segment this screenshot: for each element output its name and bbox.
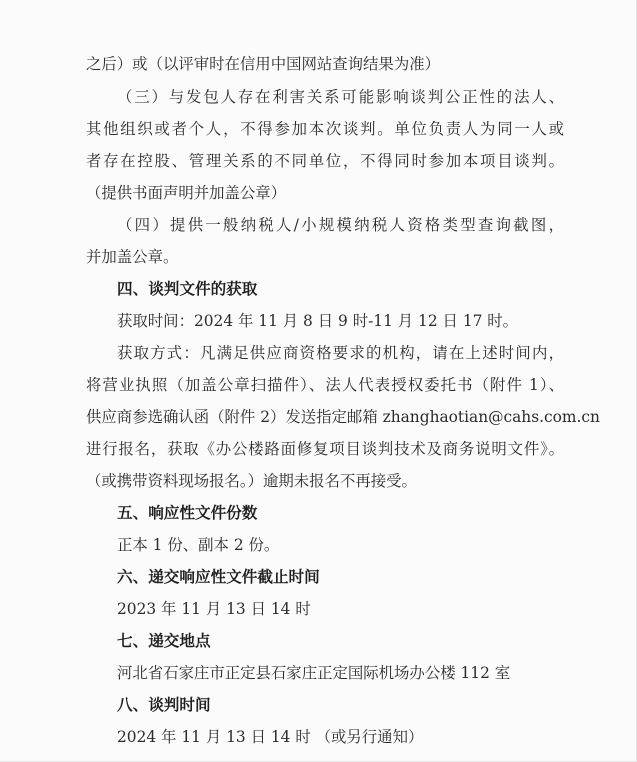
section-heading: 八、谈判时间 <box>117 696 211 714</box>
text-line: 河北省石家庄市正定县石家庄正定国际机场办公楼 112 室 <box>117 664 511 682</box>
text-line: 其他组织或者个人，不得参加本次谈判。单位负责人为同一人或 <box>86 120 564 138</box>
text-line: 将营业执照（加盖公章扫描件）、法人代表授权委托书（附件 1）、 <box>86 376 564 394</box>
text-line: 者存在控股、管理关系的不同单位，不得同时参加本项目谈判。 <box>86 152 564 170</box>
section-heading: 四、谈判文件的获取 <box>117 280 258 298</box>
text-line: 2023 年 11 月 13 日 14 时 <box>117 600 311 618</box>
text-line: （三）与发包人存在利害关系可能影响谈判公正性的法人、 <box>117 88 564 106</box>
text-line: （提供书面声明并加盖公章） <box>86 184 287 202</box>
text-line: 供应商参选确认函（附件 2）发送指定邮箱 zhanghaotian@cahs.com.cn <box>86 408 600 426</box>
section-heading: 五、响应性文件份数 <box>117 504 258 522</box>
text-line: 进行报名，获取《办公楼路面修复项目谈判技术及商务说明文件》。 <box>86 440 564 458</box>
text-line: 并加盖公章。 <box>86 248 179 266</box>
text-line: 正本 1 份、副本 2 份。 <box>117 536 280 554</box>
section-heading: 六、递交响应性文件截止时间 <box>117 568 320 586</box>
text-line: （四）提供一般纳税人/小规模纳税人资格类型查询截图， <box>117 216 564 234</box>
section-heading: 七、递交地点 <box>117 632 211 650</box>
text-line: 之后）或（以评审时在信用中国网站查询结果为准） <box>86 55 440 73</box>
text-line: 2024 年 11 月 13 日 14 时 （或另行通知） <box>117 728 424 746</box>
text-line: （或携带资料现场报名。）逾期未报名不再接受。 <box>86 472 417 490</box>
text-line: 获取方式：凡满足供应商资格要求的机构，请在上述时间内， <box>117 344 564 362</box>
text-line: 获取时间：2024 年 11 月 8 日 9 时-11 月 12 日 17 时。 <box>117 312 519 330</box>
